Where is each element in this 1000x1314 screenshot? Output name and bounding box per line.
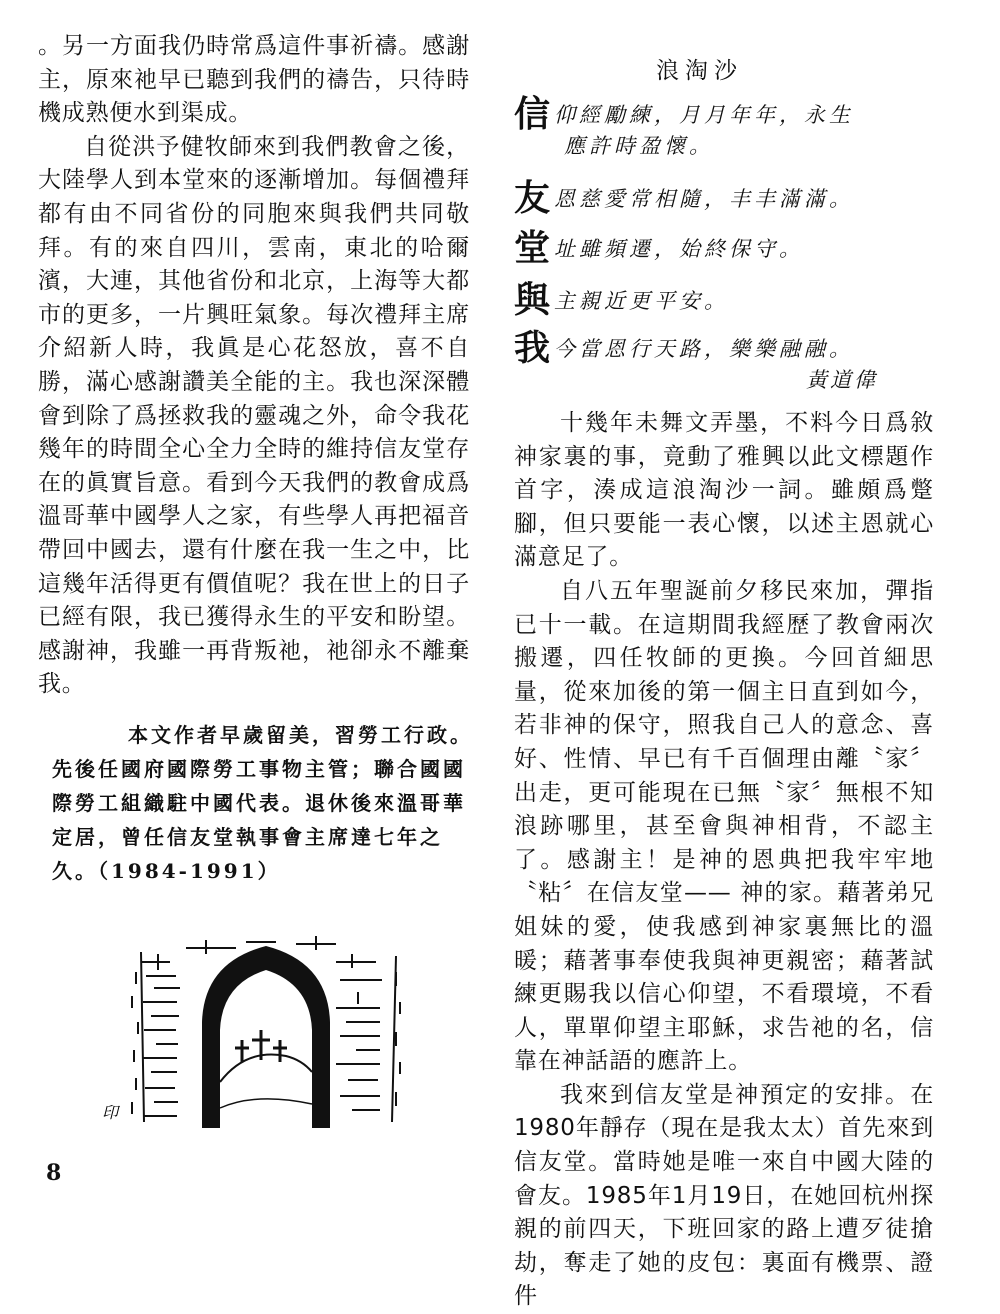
right-column bbox=[514, 407, 934, 1314]
poem-author: 黃道偉 bbox=[806, 368, 878, 392]
poem-title: 浪淘沙 bbox=[656, 58, 743, 84]
poem-initial-2: 友 bbox=[514, 177, 551, 219]
right-paragraph-2: 自八五年聖誕前夕移民來加，彈指已十一載。在這期間我經歷了教會兩次搬遷，四任牧師的更換。今回首細思量，從來加後的第一個主日直到如今，若非神的保守，照我自己人的意念、喜好、性情、早已有千百個理由離〝家〞出走，更可能現在已無〝家〞無根不知浪跡哪里，甚至會與神相背，不認主了。感謝主！是神的恩典把我牢牢地〝粘〞在信友堂—— 神的家。藉著弟兄姐妹的愛，使我感到神家裏無比的溫暖；藉著事奉使我與神更親密；藉著試練更賜我以信心仰望，不看環境，不看人，單單仰望主耶穌，求告祂的名，信靠在神話語的應許上。 bbox=[514, 577, 934, 1075]
page-number: 8 bbox=[46, 1160, 62, 1186]
poem-initial-3: 堂 bbox=[514, 227, 551, 269]
poem-line-1-text: 仰經勵練，月月年年，永生 bbox=[554, 103, 855, 127]
poem-initial-4: 與 bbox=[514, 279, 551, 321]
poem-line-2-text: 恩慈愛常相隨，丰丰滿滿。 bbox=[554, 187, 855, 211]
left-column bbox=[38, 30, 470, 702]
poem-line-1-continuation: 應許時盈懷。 bbox=[564, 134, 714, 158]
poem-line-4-text: 主親近更平安。 bbox=[554, 289, 730, 313]
poem-line-3 bbox=[514, 220, 804, 271]
author-bio: 本文作者早歲留美，習勞工行政。先後任國府國際勞工事物主管；聯合國國際勞工組織駐中國代表。退休後來溫哥華定居，曾任信友堂執事會主席達七年之久。（1984-1991） bbox=[52, 723, 473, 883]
poem-initial-5: 我 bbox=[514, 327, 551, 369]
poem-initial-1: 信 bbox=[514, 93, 551, 135]
poem-line-3-text: 址雖頻遷，始終保守。 bbox=[554, 237, 805, 261]
arch-opening bbox=[220, 970, 312, 1128]
left-paragraph-1: 。另一方面我仍時常爲這件事祈禱。感謝主，原來祂早已聽到我們的禱告，只待時機成熟便水到渠成。 bbox=[38, 33, 470, 127]
right-paragraph-3: 我來到信友堂是神預定的安排。在1980年靜存（現在是我太太）首先來到信友堂。當時她是唯一來自中國大陸的會友。1985年1月19日，在她回杭州探親的前四天，下班回家的路上遭歹徒搶劫，奪走了她的皮包：裏面有機票、證件 bbox=[514, 1081, 934, 1310]
right-paragraph-1: 十幾年未舞文弄墨，不料今日爲敘神家裏的事，竟動了雅興以此文標題作首字，湊成這浪淘沙一詞。雖頗爲蹩腳，但只要能一表心懷，以述主恩就心滿意足了。 bbox=[514, 410, 934, 571]
stone-arch-illustration bbox=[96, 932, 434, 1132]
poem-line-4 bbox=[514, 272, 729, 323]
poem-line-5 bbox=[514, 320, 854, 371]
left-paragraph-2: 自從洪予健牧師來到我們教會之後，大陸學人到本堂來的逐漸增加。每個禮拜都有由不同省份的同胞來與我們共同敬拜。有的來自四川，雲南，東北的哈爾濱，大連，其他省份和北京，上海等大都市的更多，一片興旺氣象。每次禮拜主席介紹新人時，我眞是心花怒放，喜不自勝，滿心感謝讚美全能的主。我也深深體會到除了爲拯救我的靈魂之外，命令我花幾年的時間全心全力全時的維持信友堂存在的眞實旨意。看到今天我們的教會成爲溫哥華中國學人之家，有些學人再把福音帶回中國去，還有什麼在我一生之中，比這幾年活得更有價值呢？我在世上的日子已經有限，我已獲得永生的平安和盼望。感謝神，我雖一再背叛祂，祂卻永不離棄我。 bbox=[38, 133, 470, 698]
artist-signature: 印 bbox=[102, 1103, 119, 1122]
poem-line-2 bbox=[514, 170, 854, 221]
poem-line-5-text: 今當恩行天路，樂樂融融。 bbox=[554, 337, 855, 361]
